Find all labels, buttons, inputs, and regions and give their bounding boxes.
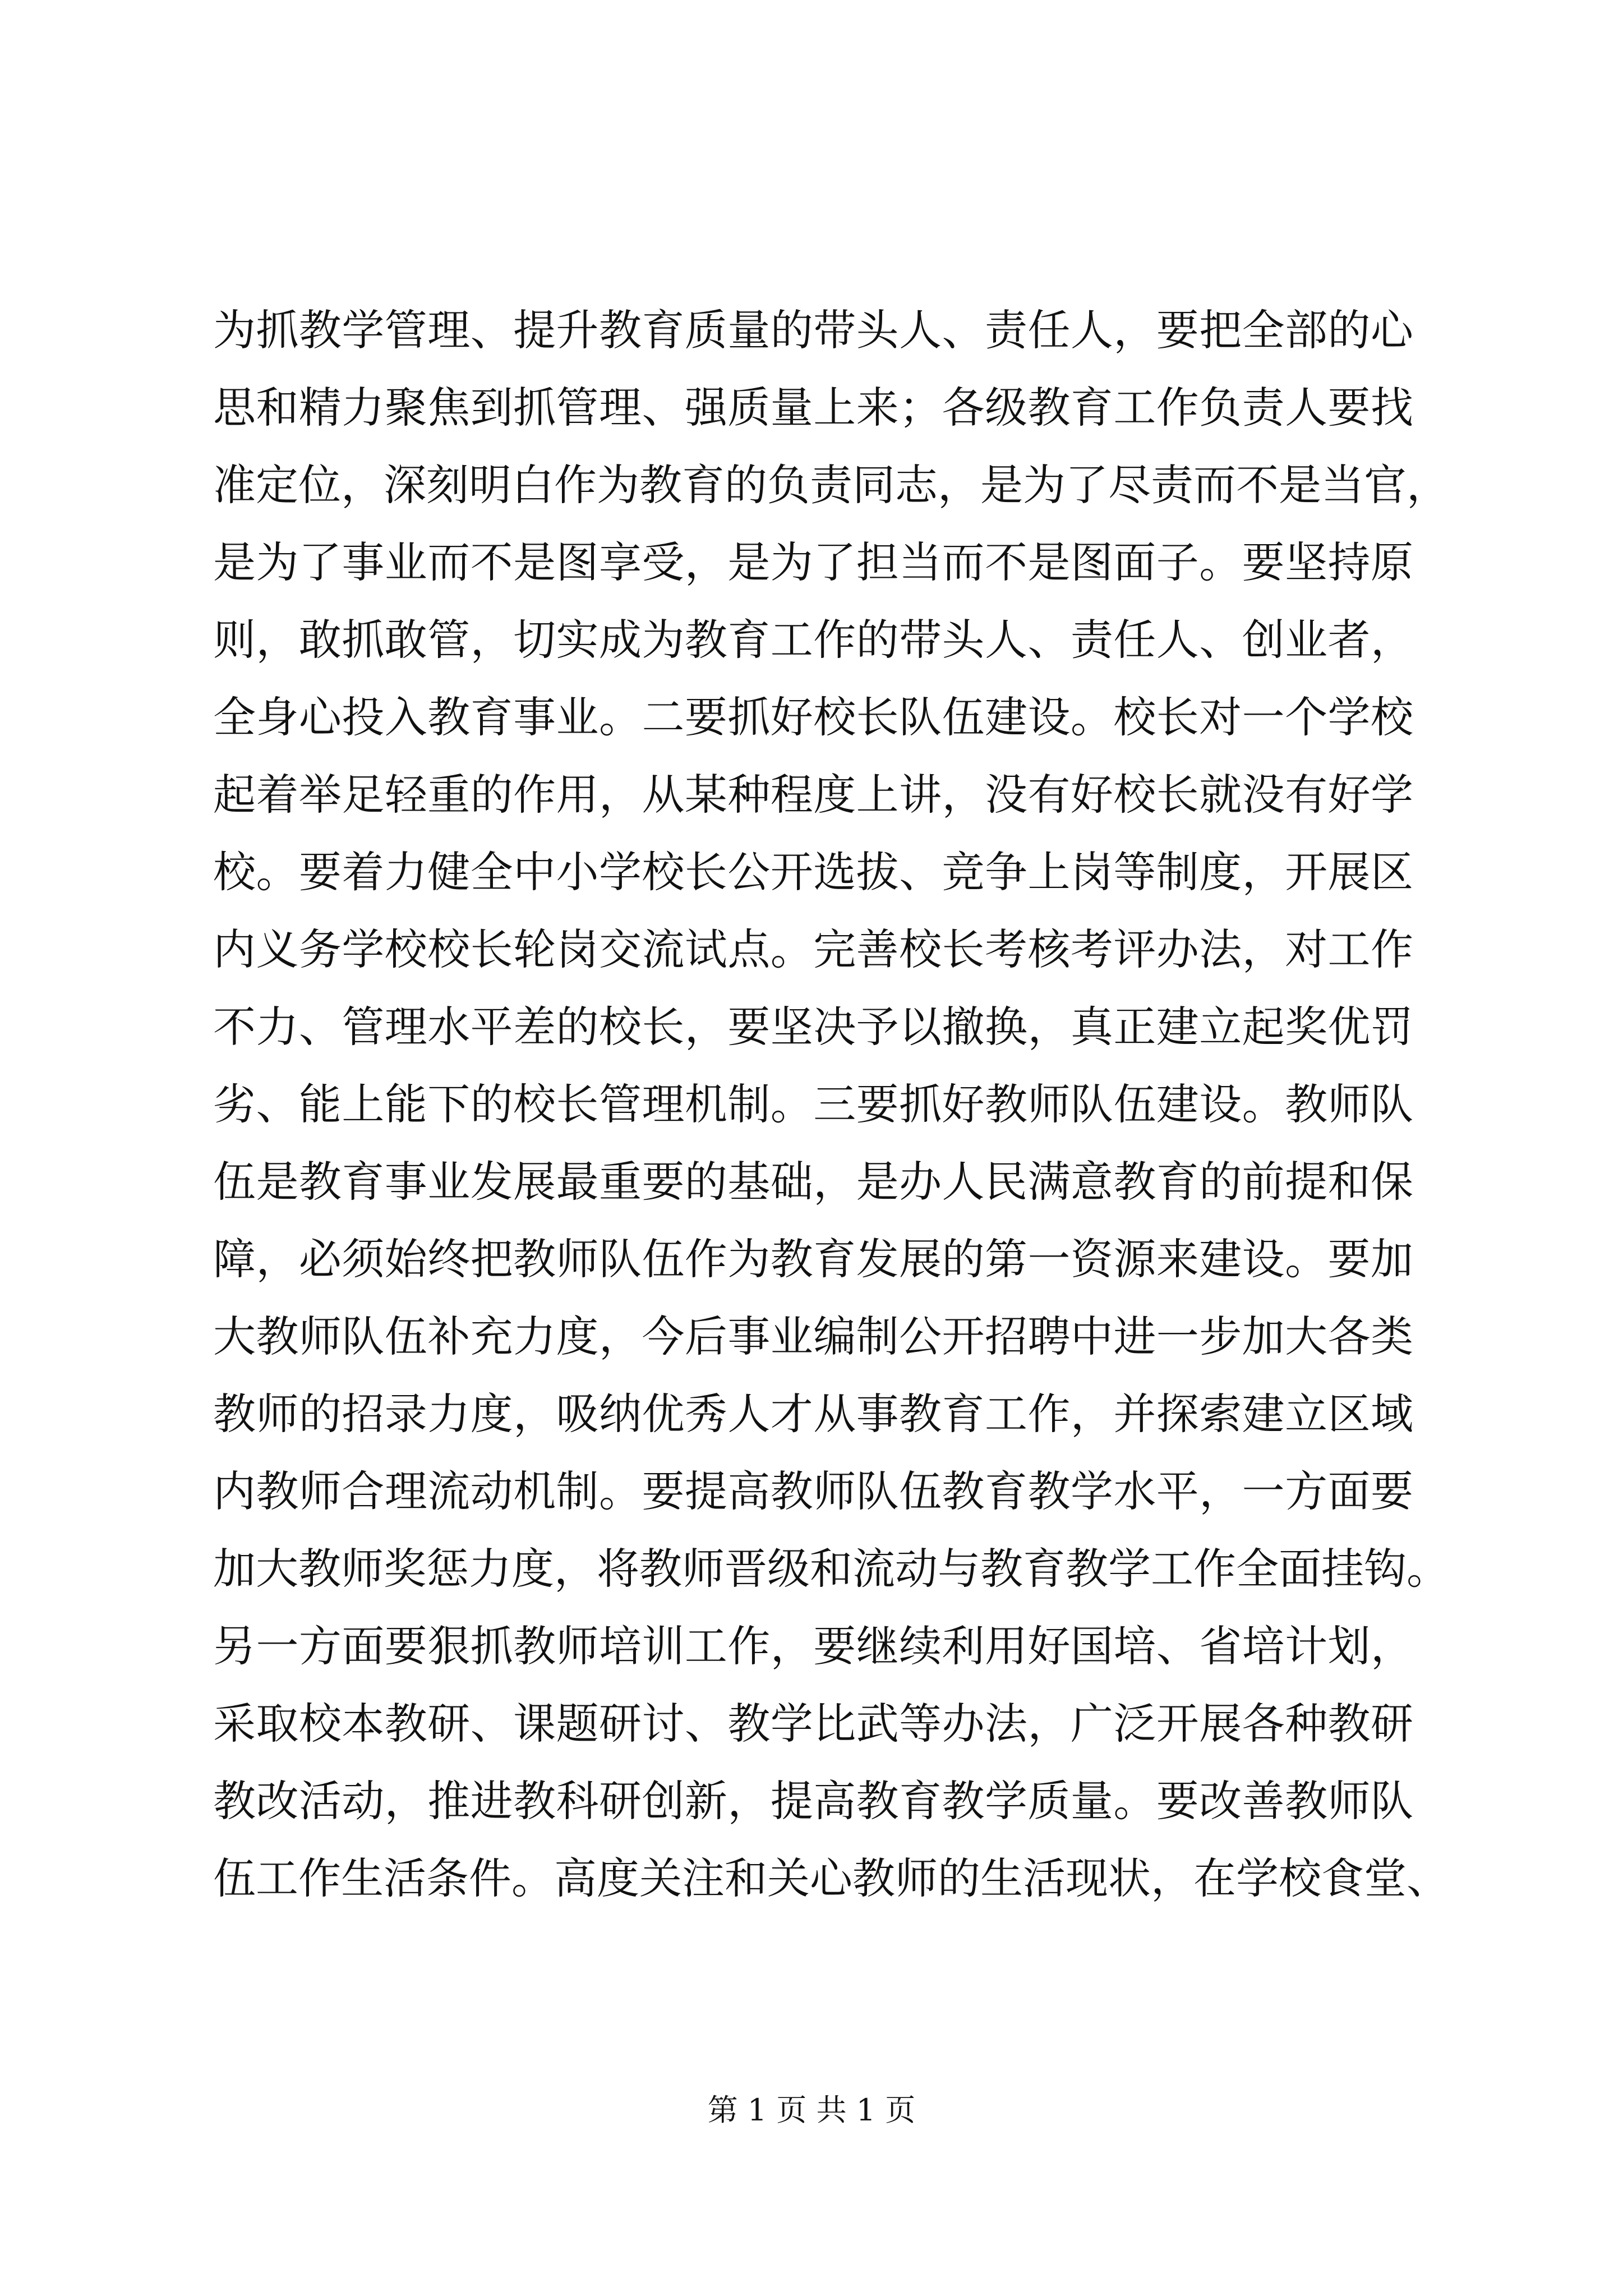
- text-line: 不力、管理水平差的校长，要坚决予以撤换，真正建立起奖优罚: [213, 1002, 1413, 1052]
- page-footer: 第 1 页 共 1 页: [707, 2092, 916, 2128]
- text-line: 起着举足轻重的作用，从某种程度上讲，没有好校长就没有好学: [213, 770, 1413, 820]
- text-line: 全身心投入教育事业。二要抓好校长队伍建设。校长对一个学校: [213, 692, 1413, 742]
- text-line: 劣、能上能下的校长管理机制。三要抓好教师队伍建设。教师队: [213, 1079, 1413, 1129]
- text-line: 准定位，深刻明白作为教育的负责同志，是为了尽责而不是当官，: [213, 460, 1449, 510]
- text-line: 思和精力聚焦到抓管理、强质量上来；各级教育工作负责人要找: [213, 383, 1413, 432]
- text-line: 大教师队伍补充力度，今后事业编制公开招聘中进一步加大各类: [213, 1312, 1413, 1361]
- text-line: 加大教师奖惩力度，将教师晋级和流动与教育教学工作全面挂钩。: [213, 1544, 1449, 1594]
- text-line: 校。要着力健全中小学校长公开选拔、竞争上岗等制度，开展区: [213, 847, 1413, 897]
- text-line: 障，必须始终把教师队伍作为教育发展的第一资源来建设。要加: [213, 1234, 1413, 1284]
- text-line: 是为了事业而不是图享受，是为了担当而不是图面子。要坚持原: [213, 537, 1413, 587]
- text-line: 教师的招录力度，吸纳优秀人才从事教育工作，并探索建立区域: [213, 1389, 1413, 1439]
- text-line: 教改活动，推进教科研创新，提高教育教学质量。要改善教师队: [213, 1776, 1413, 1826]
- text-line: 为抓教学管理、提升教育质量的带头人、责任人，要把全部的心: [213, 305, 1413, 355]
- text-line: 伍工作生活条件。高度关注和关心教师的生活现状，在学校食堂、: [213, 1853, 1449, 1903]
- text-line: 内义务学校校长轮岗交流试点。完善校长考核考评办法，对工作: [213, 924, 1413, 974]
- text-line: 另一方面要狠抓教师培训工作，要继续利用好国培、省培计划，: [213, 1621, 1413, 1671]
- text-line: 伍是教育事业发展最重要的基础，是办人民满意教育的前提和保: [213, 1157, 1413, 1207]
- text-line: 内教师合理流动机制。要提高教师队伍教育教学水平，一方面要: [213, 1466, 1413, 1516]
- text-line: 采取校本教研、课题研讨、教学比武等办法，广泛开展各种教研: [213, 1699, 1413, 1749]
- text-line: 则，敢抓敢管，切实成为教育工作的带头人、责任人、创业者，: [213, 615, 1413, 665]
- body-text: [213, 292, 1449, 1917]
